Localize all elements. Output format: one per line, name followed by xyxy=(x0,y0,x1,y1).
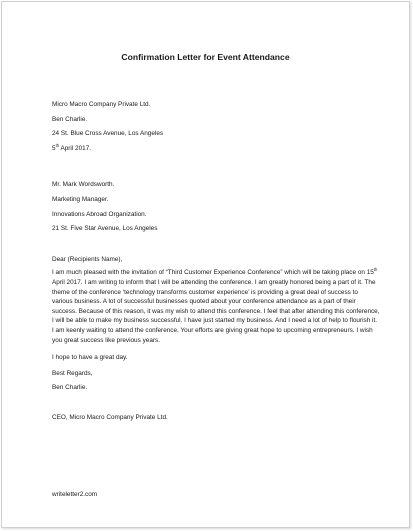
date-suffix: th xyxy=(55,142,60,148)
recipient-organization: Innovations Abroad Organization. xyxy=(52,210,147,218)
closing-wish: I hope to have a great day. xyxy=(52,354,128,362)
date-rest: April 2017. xyxy=(59,144,92,152)
letter-page xyxy=(1,1,410,528)
footer-website: writeletter2.com xyxy=(52,491,98,498)
recipient-title: Marketing Manager. xyxy=(52,195,109,203)
body-date-suffix: th xyxy=(373,267,378,273)
sender-name: Ben Charlie. xyxy=(52,115,88,123)
letter-content xyxy=(52,100,380,422)
recipient-name: Mr. Mark Wordsworth. xyxy=(52,181,115,189)
signature-name: Ben Charlie. xyxy=(52,384,88,392)
recipient-address: 21 St. Five Star Avenue, Los Angeles xyxy=(52,225,158,233)
sender-address: 24 St. Blue Cross Avenue, Los Angeles xyxy=(52,130,164,138)
sender-company: Micro Macro Company Private Ltd. xyxy=(52,101,151,108)
letter-title: Confirmation Letter for Event Attendance xyxy=(121,52,290,62)
body-part-2: April 2017. I am writing to inform that I will be attending the conference. I am greatly honored being a part of it. The theme of the conference ‘technology transforms customer experience’ is providing a great deal of success to various business. A lot of successful businesses quoted about your conference attendance as a part of their success. Because of this reason, it was my wish to attend this conference. I feel that after attending this conference, I will be able to make my business successful. I have just started my business. And I need a lot of help to flourish it. I am keenly waiting to attend the conference. Your efforts are giving great hope to upcoming entrepreneurs. I wish you great success like previous years. xyxy=(52,278,380,344)
closing: Best Regards, xyxy=(52,369,93,377)
salutation: Dear (Recipients Name), xyxy=(52,255,123,263)
signature-title: CEO, Micro Macro Company Private Ltd. xyxy=(52,413,168,421)
sender-date xyxy=(52,144,380,154)
date-day: 5 xyxy=(52,144,56,152)
body-part-1: I am much pleased with the invitation of “Third Customer Experience Conference” which will be taking place on 15 xyxy=(52,269,374,277)
body-paragraph xyxy=(52,268,380,345)
